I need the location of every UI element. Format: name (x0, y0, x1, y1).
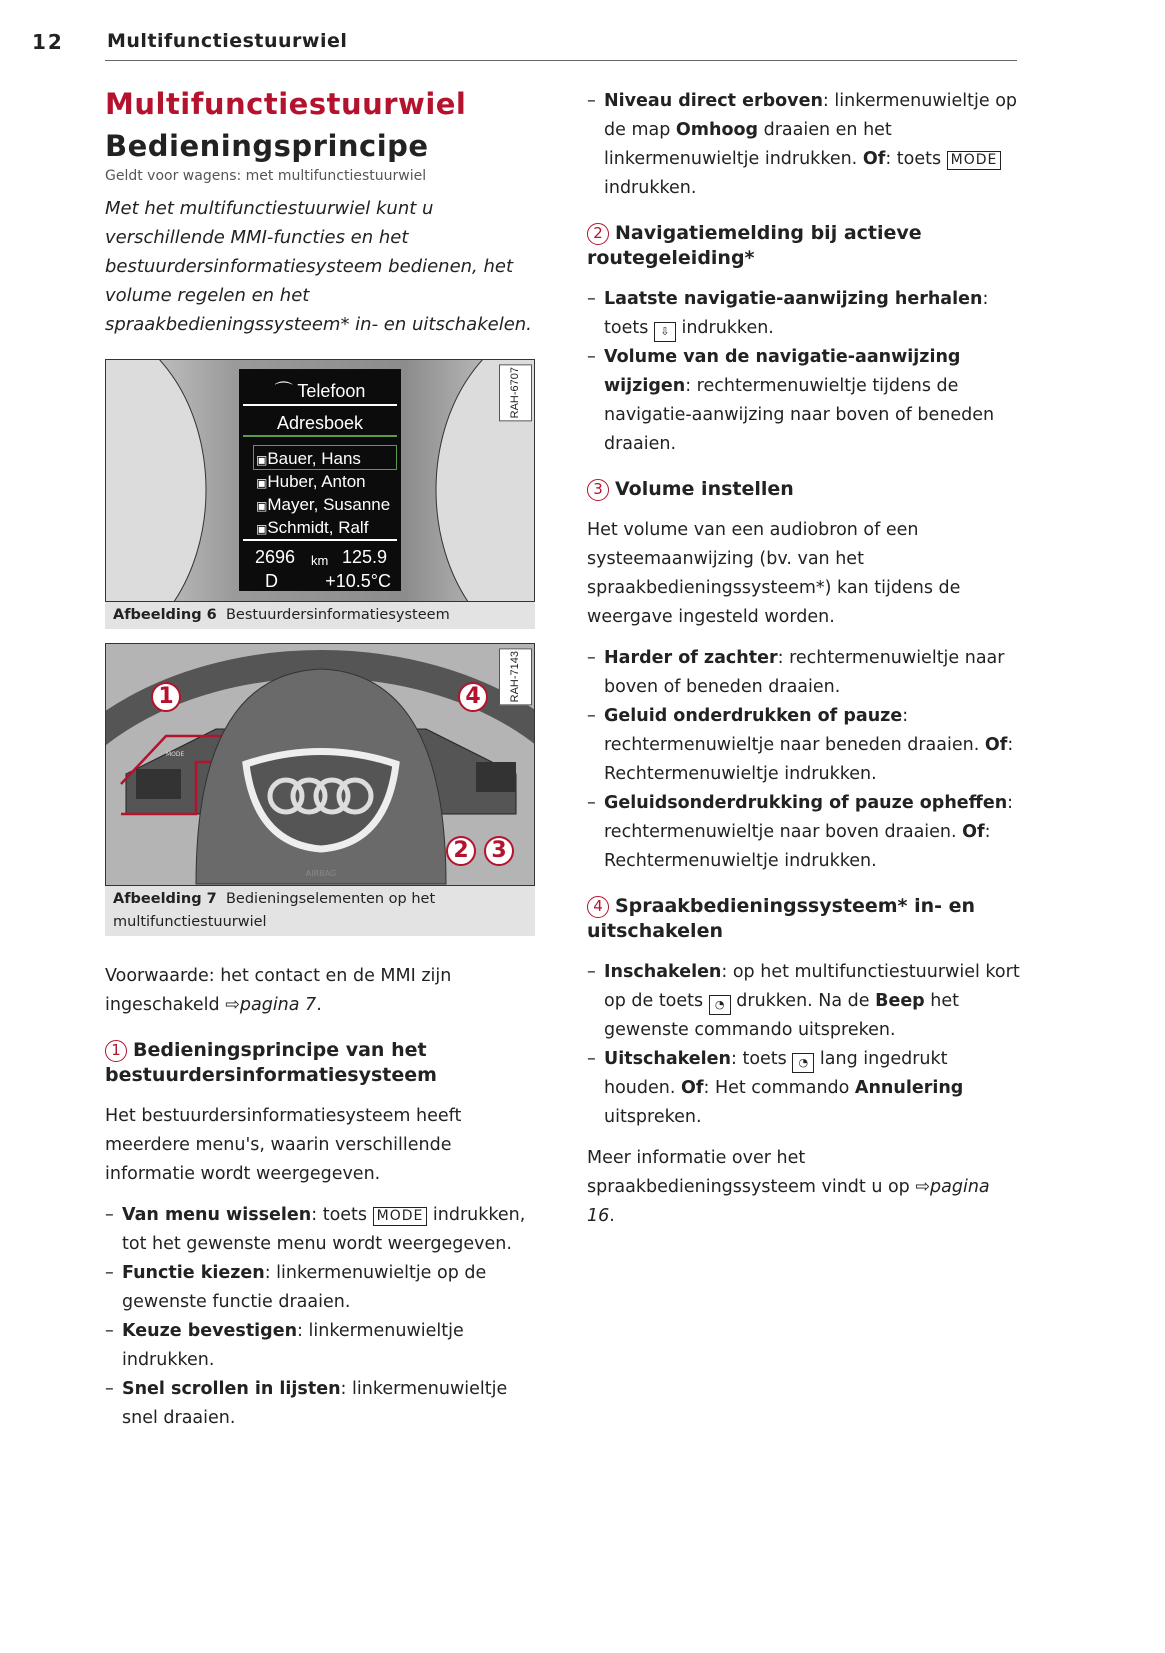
outside-temperature: +10.5°C (325, 571, 391, 591)
text: Het bestuurdersinformatiesysteem heeft meerdere menu's, waarin verschillende informatie wordt weergegeven. (105, 1106, 462, 1184)
figure-6-image (105, 359, 535, 602)
button-icon: ◔ (709, 995, 731, 1015)
figure-tag: RAH-6707 (499, 364, 532, 421)
bold-term: Uitschakelen (604, 1049, 731, 1069)
text: drukken. Na de (730, 991, 876, 1011)
contact-icon: ▣ (256, 499, 268, 513)
heading-text: Spraakbedieningssysteem* in- en uitschakelen (587, 895, 976, 942)
list-item (105, 1259, 545, 1317)
page-link[interactable]: pagina 16 (587, 1177, 990, 1226)
airbag-label: AIRBAG (305, 869, 337, 878)
driver-info-display (239, 369, 401, 591)
callout-number-icon: 3 (587, 479, 609, 501)
bold-term: Geluid onderdrukken of pauze (604, 706, 903, 726)
paragraph (587, 516, 1022, 632)
list-item (587, 1045, 1022, 1132)
paragraph (105, 962, 545, 1020)
callout-4-icon: 4 (458, 682, 488, 712)
numbered-heading (587, 221, 1022, 271)
caption-label: Afbeelding 6 (113, 607, 217, 623)
gear-indicator: D (265, 571, 278, 591)
intro-text: Met het multifunctiestuurwiel kunt u verschillende MMI-functies en het bestuurdersinformatiesysteem bedienen, het volume regelen en het spraakbedieningssysteem* in- en uitschakelen. (105, 198, 532, 335)
button-icon: ◔ (792, 1053, 814, 1073)
list-item (587, 644, 1022, 702)
contact-icon: ▣ (256, 476, 268, 490)
text: draaien en het linkermenuwieltje indrukken. (604, 120, 892, 169)
bold-term: Beep (875, 991, 925, 1011)
contact-item (256, 516, 390, 539)
bold-term: Inschakelen (604, 962, 722, 982)
running-header: Multifunctiestuurwiel (107, 30, 348, 52)
page-link[interactable]: pagina 7 (239, 995, 317, 1015)
contact-name: Schmidt, Ralf (267, 518, 369, 537)
page-number: 12 (32, 30, 64, 54)
figure-7-image (105, 643, 535, 886)
contact-item (256, 447, 390, 470)
right-column (587, 87, 1022, 1243)
caption-text: Bestuurdersinformatiesysteem (225, 607, 450, 623)
contact-name: Mayer, Susanne (267, 495, 391, 514)
text: Voorwaarde: het contact en de MMI zijn ingeschakeld (105, 966, 452, 1015)
list-item (587, 958, 1022, 1045)
callout-number-icon: 2 (587, 223, 609, 245)
callout-2-icon: 2 (446, 836, 476, 866)
heading-text: Bedieningsprincipe van het bestuurdersinformatiesysteem (105, 1039, 437, 1086)
phone-label: Telefoon (297, 381, 366, 401)
subsection-title: Bedieningsprincipe (105, 129, 429, 163)
text: : linkermenuwieltje indrukken. (122, 1321, 464, 1370)
bold-term: Laatste navigatie-aanwijzing herhalen (604, 289, 983, 309)
list-item (587, 343, 1022, 459)
bold-term: Of (962, 822, 985, 842)
mode-button-label[interactable]: MODE (166, 751, 185, 758)
text: : Rechtermenuwieltje indrukken. (604, 822, 991, 871)
text: : toets (885, 149, 947, 169)
left-column (105, 86, 545, 1445)
instruction-list (587, 87, 1022, 203)
bold-term: Keuze bevestigen (122, 1321, 298, 1341)
text: uitspreken. (604, 1107, 702, 1127)
text: ⇨ (915, 1177, 931, 1197)
header-rule (105, 60, 1017, 61)
display-phone-header: ⌒ Telefoon (274, 381, 366, 401)
bold-term: Of (984, 735, 1008, 755)
section-title: Multifunctiestuurwiel (105, 87, 467, 121)
text: : rechtermenuwieltje naar boven of beneden draaien. (604, 648, 1005, 697)
figure-tag: RAH-7143 (499, 648, 532, 705)
text: indrukken. (675, 318, 774, 338)
text: : Het commando (703, 1078, 855, 1098)
left-body (105, 962, 545, 1433)
numbered-heading (587, 477, 1022, 502)
list-item (105, 1375, 545, 1433)
bold-term: Niveau direct erboven (604, 91, 823, 111)
contact-icon: ▣ (256, 522, 268, 536)
caption-label: Afbeelding 7 (113, 891, 217, 907)
contact-name: Huber, Anton (267, 472, 366, 491)
paragraph (105, 1102, 545, 1189)
text: Het volume van een audiobron of een systeemaanwijzing (bv. van het spraakbedieningssysteem*) kan tijdens de weergave ingesteld worden. (587, 520, 961, 627)
text: . (609, 1206, 615, 1226)
trip-value: 125.9 (341, 547, 387, 567)
bold-term: Snel scrollen in lijsten (122, 1379, 341, 1399)
text: . (316, 995, 322, 1015)
applies-note: Geldt voor wagens: met multifunctiestuurwiel (105, 168, 427, 184)
list-item (587, 285, 1022, 343)
text: : toets (604, 289, 989, 338)
contact-list (256, 447, 390, 539)
text: het gewenste commando uitspreken. (604, 991, 960, 1040)
list-item (587, 789, 1022, 876)
contact-item (256, 493, 390, 516)
text: : rechtermenuwieltje naar beneden draaien. (604, 706, 985, 755)
text: : toets (731, 1049, 793, 1069)
figure-6-caption (105, 602, 535, 629)
numbered-heading (105, 1038, 545, 1088)
odometer: 2696 (255, 547, 296, 567)
heading-text: Navigatiemelding bij actieve routegeleiding* (587, 222, 922, 269)
bold-term: Van menu wisselen (122, 1205, 312, 1225)
text: : rechtermenuwieltje tijdens de navigatie-aanwijzing naar boven of beneden draaien. (604, 376, 995, 454)
text: Meer informatie over het spraakbedieningssysteem vindt u op (587, 1148, 916, 1197)
text: ⇨ (225, 995, 240, 1015)
display-menu: Adresboek (276, 413, 364, 433)
contact-item (256, 470, 390, 493)
key-mode-icon: MODE (373, 1207, 428, 1226)
bold-term: Functie kiezen (122, 1263, 265, 1283)
right-body (587, 87, 1022, 1231)
button-icon: ⇩ (654, 322, 676, 342)
key-mode-icon: MODE (947, 151, 1002, 170)
text: indrukken. (604, 178, 697, 198)
callout-number-icon: 4 (587, 896, 609, 918)
text: lang ingedrukt houden. (604, 1049, 948, 1098)
numbered-heading (587, 894, 1022, 944)
odometer-unit: km (311, 553, 329, 568)
list-item (587, 87, 1022, 203)
paragraph (587, 1144, 1022, 1231)
bold-term: Of (680, 1078, 704, 1098)
text: : toets (311, 1205, 373, 1225)
heading-text: Volume instellen (615, 478, 794, 500)
contact-name: Bauer, Hans (267, 449, 361, 468)
instruction-list (587, 644, 1022, 876)
list-item (105, 1317, 545, 1375)
text: : linkermenuwieltje op de map (604, 91, 1018, 140)
instruction-list (105, 1201, 545, 1433)
instruction-list (587, 958, 1022, 1132)
contact-icon: ▣ (256, 453, 268, 467)
text: : linkermenuwieltje snel draaien. (122, 1379, 508, 1428)
list-item (105, 1201, 545, 1259)
list-item (587, 702, 1022, 789)
text: : rechtermenuwieltje naar boven draaien. (604, 793, 1014, 842)
callout-number-icon: 1 (105, 1040, 127, 1062)
bold-term: Of (862, 149, 886, 169)
callout-3-icon: 3 (484, 836, 514, 866)
instruction-list (587, 285, 1022, 459)
caption-text: Bedieningselementen op het multifunctiestuurwiel (113, 891, 436, 930)
bold-term: Annulering (854, 1078, 964, 1098)
bold-term: Volume van de navigatie-aanwijzing wijzigen (604, 347, 961, 396)
text: : op het multifunctiestuurwiel kort op de toets (604, 962, 1020, 1011)
text: indrukken, tot het gewenste menu wordt weergegeven. (122, 1205, 526, 1254)
callout-1-icon: 1 (151, 682, 181, 712)
figure-7-caption (105, 886, 535, 936)
bold-term: Geluidsonderdrukking of pauze opheffen (604, 793, 1008, 813)
bold-term: Omhoog (675, 120, 759, 140)
text: : linkermenuwieltje op de gewenste functie draaien. (122, 1263, 487, 1312)
text: : Rechtermenuwieltje indrukken. (604, 735, 1014, 784)
bold-term: Harder of zachter (604, 648, 778, 668)
